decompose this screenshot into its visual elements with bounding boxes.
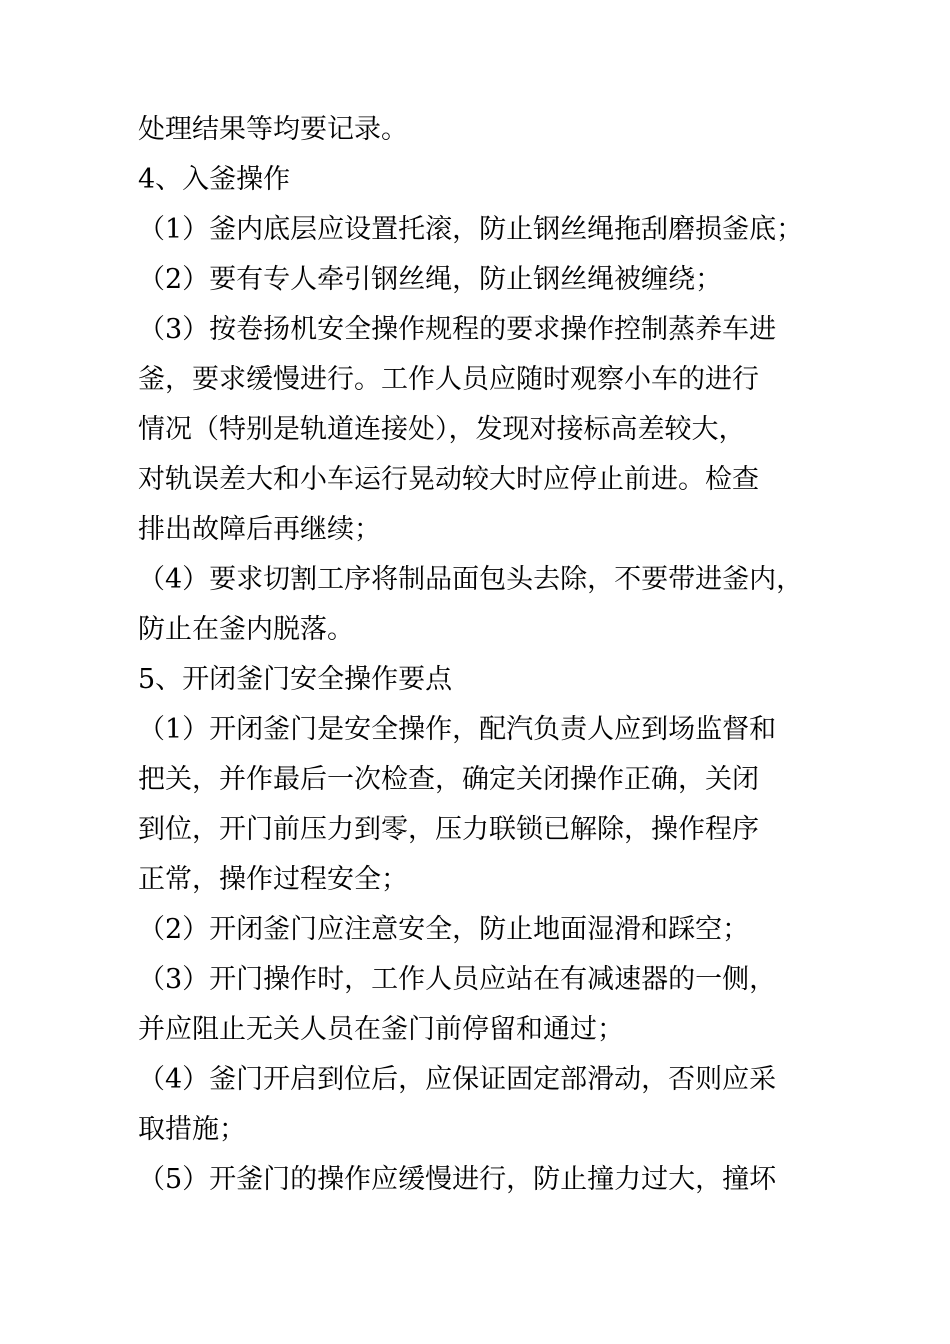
text-line: 到位，开门前压力到零，压力联锁已解除，操作程序	[138, 814, 759, 845]
text-line: 对轨误差大和小车运行晃动较大时应停止前进。检查	[138, 464, 759, 495]
section-heading: 5、开闭釜门安全操作要点	[138, 664, 453, 695]
text-line: （3）按卷扬机安全操作规程的要求操作控制蒸养车进	[138, 314, 777, 345]
text-line: 防止在釜内脱落。	[138, 614, 354, 645]
text-line: （4）要求切割工序将制品面包头去除，不要带进釜内，	[138, 564, 804, 595]
text-line: （1）釜内底层应设置托滚，防止钢丝绳拖刮磨损釜底；	[138, 214, 804, 245]
text-line: （3）开门操作时，工作人员应站在有减速器的一侧，	[138, 964, 777, 995]
text-line: 把关，并作最后一次检查，确定关闭操作正确，关闭	[138, 764, 759, 795]
document-body	[138, 105, 838, 1205]
text-line: （1）开闭釜门是安全操作，配汽负责人应到场监督和	[138, 714, 777, 745]
text-line: （2）开闭釜门应注意安全，防止地面湿滑和踩空；	[138, 914, 750, 945]
text-line: （5）开釜门的操作应缓慢进行，防止撞力过大，撞坏	[138, 1164, 777, 1195]
text-line: 排出故障后再继续；	[138, 514, 381, 545]
text-line: 处理结果等均要记录。	[138, 114, 408, 145]
text-line: 正常，操作过程安全；	[138, 864, 408, 895]
text-line: 釜，要求缓慢进行。工作人员应随时观察小车的进行	[138, 364, 759, 395]
text-line: （4）釜门开启到位后，应保证固定部滑动，否则应采	[138, 1064, 777, 1095]
section-heading: 4、入釜操作	[138, 164, 291, 195]
text-line: 并应阻止无关人员在釜门前停留和通过；	[138, 1014, 624, 1045]
text-line: （2）要有专人牵引钢丝绳，防止钢丝绳被缠绕；	[138, 264, 723, 295]
text-line: 取措施；	[138, 1114, 246, 1145]
text-line: 情况（特别是轨道连接处），发现对接标高差较大，	[138, 414, 746, 445]
